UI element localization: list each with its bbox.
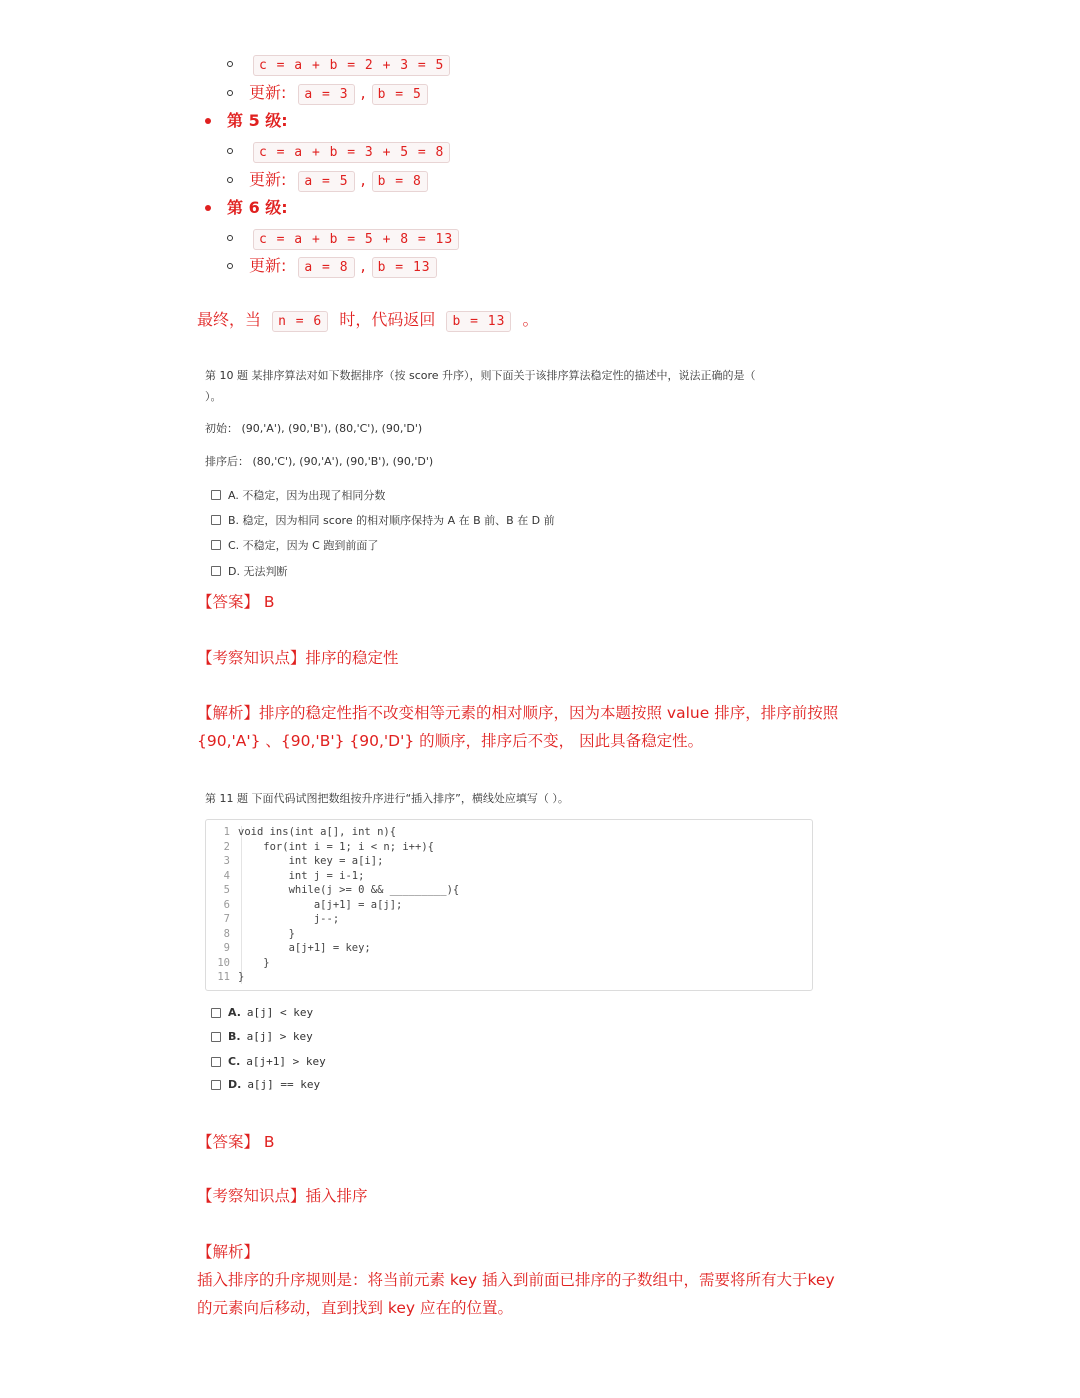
level-6-title: 第 6 级:	[227, 198, 288, 217]
line-number: 1	[223, 826, 230, 838]
inline-code: b = 13	[372, 257, 437, 278]
code-line	[206, 870, 364, 885]
code-line	[206, 899, 402, 914]
answer: 【答案】 B	[197, 1133, 275, 1151]
analysis-line: {90,'A'} 、{90,'B'} {90,'D'} 的顺序，排序后不变， 因此具备稳定性。	[197, 732, 704, 750]
code-line	[206, 913, 339, 928]
code-text: a[j+1] = key;	[238, 942, 371, 954]
sub-step-calc	[253, 226, 459, 250]
question-10-title-cont: ）。	[205, 390, 222, 403]
option-d[interactable]: D. 无法判断	[211, 563, 287, 579]
option-a[interactable]: A. 不稳定，因为出现了相同分数	[211, 487, 385, 503]
update-label: 更新:	[249, 83, 287, 102]
analysis-line: 【解析】排序的稳定性指不改变相等元素的相对顺序，因为本题按照 value 排序，排序前按照	[197, 704, 839, 722]
option-b[interactable]: B. 稳定，因为相同 score 的相对顺序保持为 A 在 B 前、B 在 D 前	[211, 512, 555, 528]
line-number: 9	[223, 942, 230, 954]
update-label: 更新:	[249, 256, 287, 275]
code-text: }	[238, 927, 295, 940]
option-a[interactable]: A. a[j] < key	[211, 1006, 313, 1019]
code-text: while(j >= 0 && _________){	[238, 884, 460, 896]
option-c[interactable]: C. a[j+1] > key	[211, 1055, 326, 1068]
code-line	[206, 826, 396, 841]
code-text: void ins(int a[], int n){	[238, 826, 397, 838]
inline-code: n = 6	[272, 311, 328, 332]
sub-step-calc	[253, 52, 450, 76]
line-number: 4	[223, 869, 230, 882]
inline-code: b = 13	[446, 311, 511, 332]
sub-bullet-icon	[227, 263, 233, 269]
analysis-line: 的元素向后移动，直到找到 key 应在的位置。	[197, 1299, 513, 1317]
code-line	[206, 971, 244, 986]
inline-code: c = a + b = 2 + 3 = 5	[253, 55, 450, 76]
line-number: 11	[217, 971, 230, 983]
code-text: int j = i-1;	[238, 869, 365, 882]
code-text: for(int i = 1; i < n; i++){	[238, 840, 434, 853]
question-10-title: 第 10 题 某排序算法对如下数据排序（按 score 升序），则下面关于该排序算法稳定性的描述中，说法正确的是（	[205, 369, 756, 382]
inline-code: a = 8	[298, 257, 354, 278]
line-number: 5	[223, 884, 230, 896]
code-text: int key = a[i];	[238, 855, 384, 867]
bullet-icon	[205, 205, 211, 211]
knowledge-point: 【考察知识点】插入排序	[197, 1187, 368, 1205]
code-line	[206, 957, 270, 972]
line-number: 10	[217, 956, 230, 969]
code-line	[206, 942, 371, 957]
answer: 【答案】 B	[197, 593, 275, 611]
sub-bullet-icon	[227, 61, 233, 67]
option-d[interactable]: D. a[j] == key	[211, 1078, 320, 1091]
sub-step-update: 更新: a = 8 , b = 13	[249, 254, 437, 278]
checkbox[interactable]	[211, 1032, 221, 1042]
checkbox[interactable]	[211, 1080, 221, 1090]
code-text: }	[238, 956, 270, 969]
inline-code: b = 8	[372, 171, 428, 192]
sub-bullet-icon	[227, 148, 233, 154]
inline-code: c = a + b = 5 + 8 = 13	[253, 229, 459, 250]
inline-code: a = 5	[298, 171, 354, 192]
sub-bullet-icon	[227, 177, 233, 183]
question-10-initial: 初始： (90,'A'), (90,'B'), (80,'C'), (90,'D')	[205, 422, 423, 435]
conclusion: 最终，当 n = 6 时，代码返回 b = 13 。	[197, 308, 539, 332]
line-number: 3	[223, 855, 230, 867]
option-c[interactable]: C. 不稳定，因为 C 跑到前面了	[211, 537, 378, 553]
checkbox[interactable]	[211, 1008, 221, 1018]
sub-step-update: 更新: a = 5 , b = 8	[249, 168, 428, 192]
line-number: 8	[223, 927, 230, 940]
sub-bullet-icon	[227, 235, 233, 241]
analysis-line: 插入排序的升序规则是：将当前元素 key 插入到前面已排序的子数组中，需要将所有大于key	[197, 1271, 835, 1289]
sub-step-calc	[253, 139, 450, 163]
question-11-title: 第 11 题 下面代码试图把数组按升序进行“插入排序”，横线处应填写（ ）。	[205, 792, 569, 805]
line-number: 6	[223, 898, 230, 911]
code-text: a[j+1] = a[j];	[238, 898, 403, 911]
code-text: }	[238, 971, 245, 983]
analysis-title: 【解析】	[197, 1243, 260, 1261]
knowledge-point: 【考察知识点】排序的稳定性	[197, 649, 399, 667]
inline-code: b = 5	[372, 84, 428, 105]
checkbox[interactable]	[211, 540, 221, 550]
checkbox[interactable]	[211, 566, 221, 576]
code-block	[205, 819, 813, 991]
inline-code: a = 3	[298, 84, 354, 105]
code-line	[206, 928, 295, 943]
line-number: 7	[223, 913, 230, 925]
code-line	[206, 841, 434, 856]
question-10-after: 排序后： (80,'C'), (90,'A'), (90,'B'), (90,'D')	[205, 455, 434, 468]
line-number: 2	[223, 840, 230, 853]
bullet-icon	[205, 118, 211, 124]
sub-bullet-icon	[227, 90, 233, 96]
checkbox[interactable]	[211, 1057, 221, 1067]
sub-step-update: 更新: a = 3 , b = 5	[249, 81, 428, 105]
code-line	[206, 855, 383, 870]
level-5-title: 第 5 级:	[227, 111, 288, 130]
inline-code: c = a + b = 3 + 5 = 8	[253, 142, 450, 163]
checkbox[interactable]	[211, 490, 221, 500]
update-label: 更新:	[249, 170, 287, 189]
option-b[interactable]: B. a[j] > key	[211, 1030, 313, 1043]
code-text: j--;	[238, 913, 340, 925]
checkbox[interactable]	[211, 515, 221, 525]
code-line	[206, 884, 459, 899]
